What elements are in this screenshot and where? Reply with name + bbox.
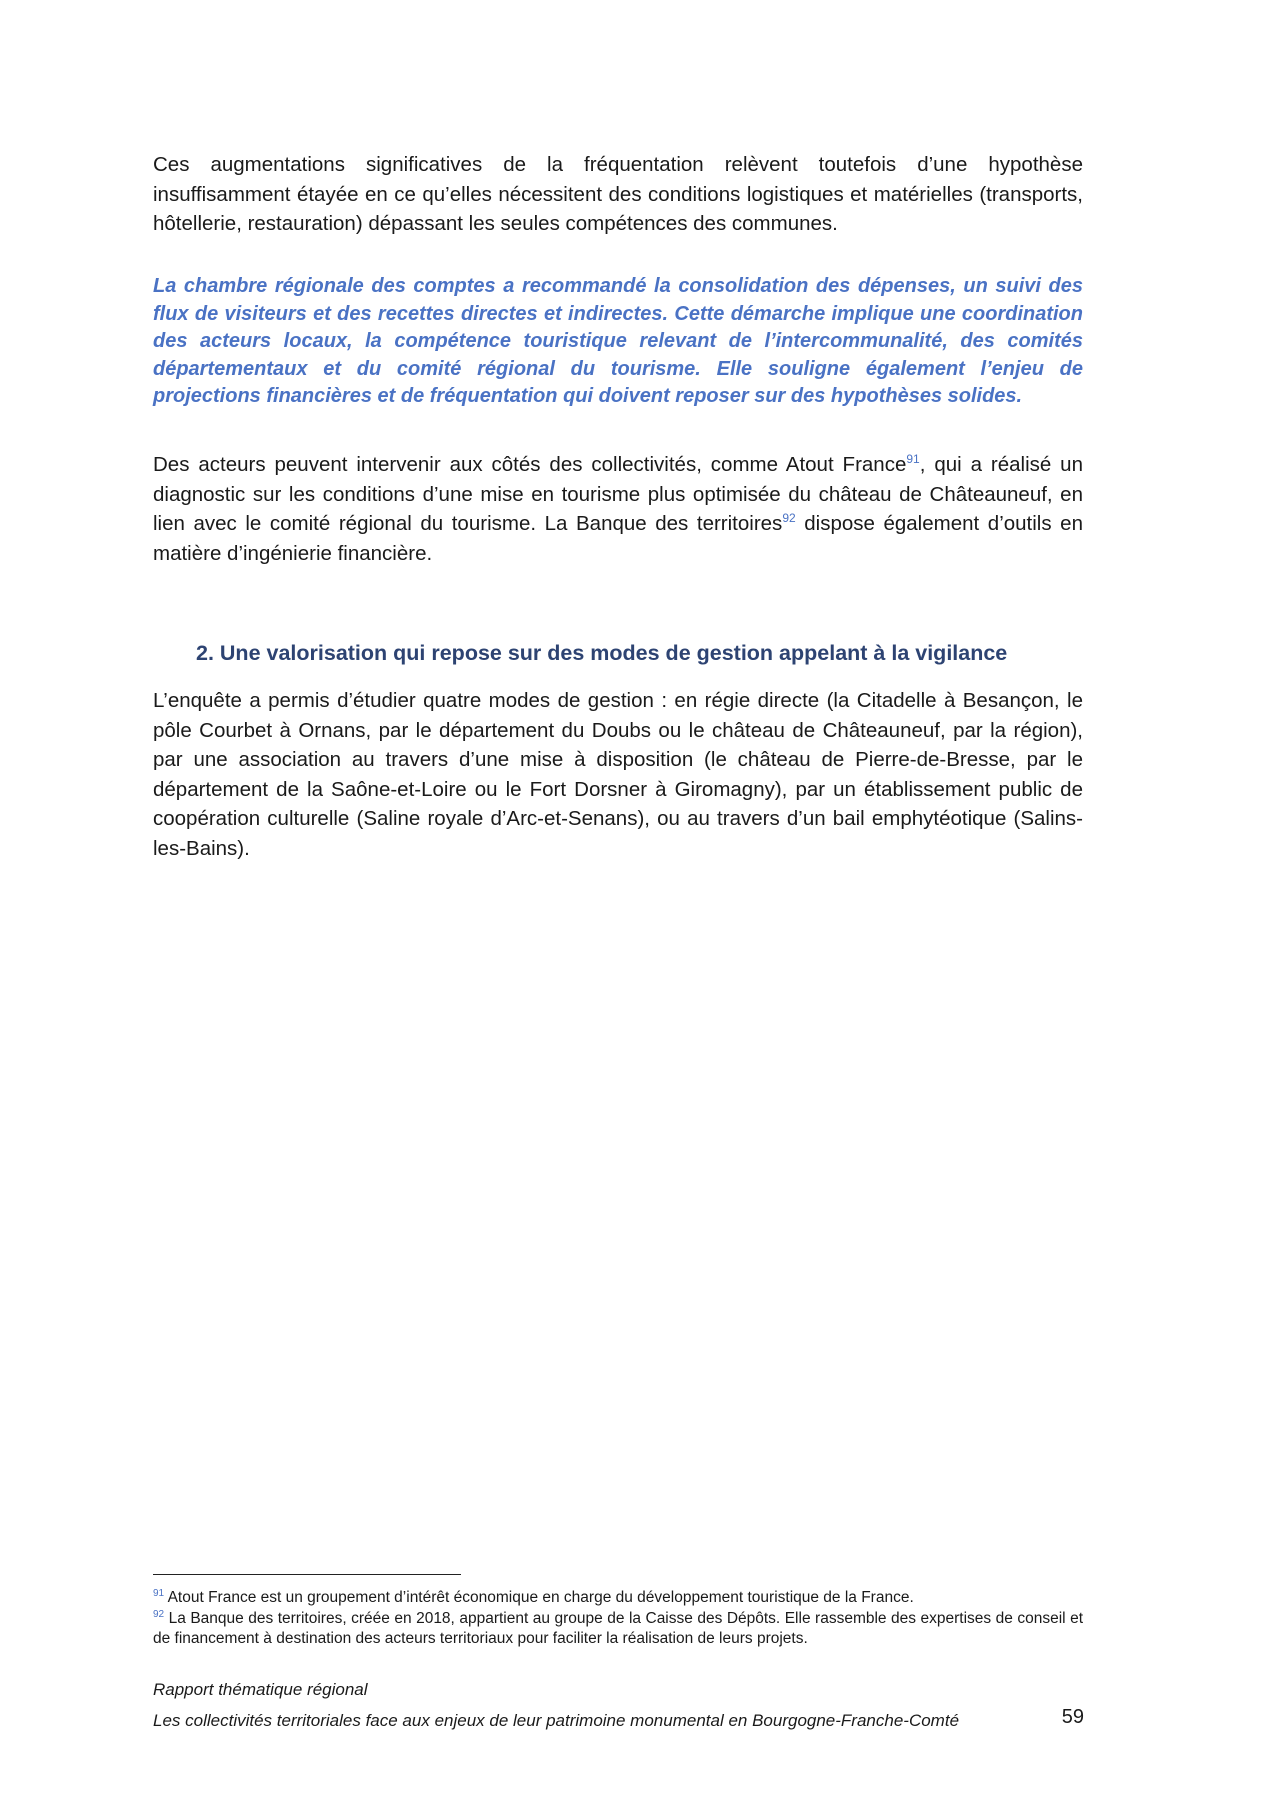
footnote-91-text: Atout France est un groupement d’intérêt économique en charge du développement touristique de la France. <box>164 1589 914 1606</box>
footer-report-type: Rapport thématique régional <box>153 1680 368 1699</box>
page-number: 59 <box>1061 1706 1084 1728</box>
footnote-separator <box>153 1574 461 1575</box>
footnote-92-text: La Banque des territoires, créée en 2018, appartient au groupe de la Caisse des Dépôts. Elle rassemble des expertises de conseil et de financement à destination des acteurs territoriaux pour faciliter la réalisation de leurs projets. <box>153 1610 1083 1647</box>
paragraph-2-text-part-2: , qui a réalisé un diagnostic sur les conditions d’une mise en tourisme plus optimisée du château de Châteauneuf, en lien avec le comité régional du tourisme. La Banque des territoires <box>153 453 1083 535</box>
body-paragraph-2 <box>153 450 1083 568</box>
footer-report-title: Les collectivités territoriales face aux enjeux de leur patrimoine monumental en Bourgogne-Franche-Comté <box>153 1711 960 1730</box>
footnote-ref-91[interactable]: 91 <box>906 452 920 467</box>
footnote-92-marker: 92 <box>153 1608 165 1620</box>
body-paragraph-3: L’enquête a permis d’étudier quatre modes de gestion : en régie directe (la Citadelle à Besançon, le pôle Courbet à Ornans, par le département du Doubs ou le château de Châteauneuf, par la région), par une association au travers d’une mise à disposition (le château de Pierre-de-Bresse, par le département de la Saône-et-Loire ou le Fort Dorsner à Giromagny), par un établissement public de coopération culturelle (Saline royale d’Arc-et-Senans), ou au travers d’un bail emphytéotique (Salins-les-Bains). <box>153 689 1083 860</box>
footnote-92 <box>153 1609 1083 1649</box>
paragraph-2-text-part-3: dispose également d’outils en matière d’ingénierie financière. <box>153 512 1083 565</box>
recommendation-paragraph: La chambre régionale des comptes a recommandé la consolidation des dépenses, un suivi des flux de visiteurs et des recettes directes et indirectes. Cette démarche implique une coordination des acteurs locaux, la compétence touristique relevant de l’intercommunalité, des comités départementaux et du comité régional du tourisme. Elle souligne également l’enjeu de projections financières et de fréquentation qui doivent reposer sur des hypothèses solides. <box>153 275 1083 407</box>
footnote-ref-92[interactable]: 92 <box>782 511 796 526</box>
footnote-91 <box>153 1588 1083 1608</box>
paragraph-2-text-part-1: Des acteurs peuvent intervenir aux côtés des collectivités, comme Atout France <box>153 453 907 476</box>
body-paragraph-1: Ces augmentations significatives de la fréquentation relèvent toutefois d’une hypothèse insuffisamment étayée en ce qu’elles nécessitent des conditions logistiques et matérielles (transports, hôtellerie, restauration) dépassant les seules compétences des communes. <box>153 153 1083 235</box>
section-heading: 2. Une valorisation qui repose sur des modes de gestion appelant à la vigilance <box>196 641 1008 665</box>
footnote-91-marker: 91 <box>153 1587 165 1599</box>
